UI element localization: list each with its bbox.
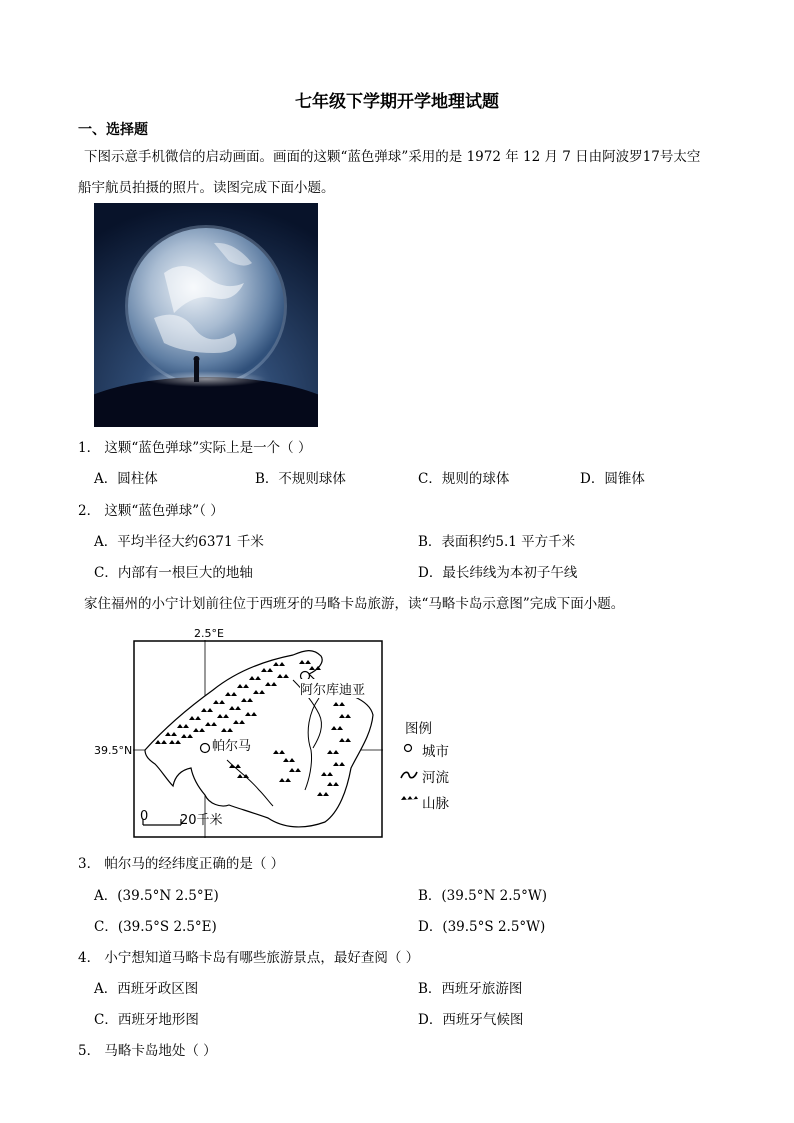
q2-option-a[interactable]: A．平均半径大约6371 千米 bbox=[94, 534, 264, 550]
section-heading: 一、选择题 bbox=[78, 122, 148, 138]
q3-option-d[interactable]: D．(39.5°S 2.5°W) bbox=[418, 919, 546, 935]
q2-option-c[interactable]: C．内部有一根巨大的地轴 bbox=[94, 565, 253, 581]
q3-option-c[interactable]: C．(39.5°S 2.5°E) bbox=[94, 919, 217, 935]
map-drawing bbox=[133, 640, 383, 838]
passage1-line2: 船宇航员拍摄的照片。读图完成下面小题。 bbox=[78, 180, 335, 196]
passage1-line1: 下图示意手机微信的启动画面。画面的这颗“蓝色弹球”采用的是 1972 年 12 月 7 日由阿波罗17号太空 bbox=[84, 149, 701, 165]
q2-option-d[interactable]: D．最长纬线为本初子午线 bbox=[418, 565, 578, 581]
q2-stem: 2． 这颗“蓝色弹球”（ ） bbox=[78, 503, 224, 519]
q1-option-c[interactable]: C．规则的球体 bbox=[418, 471, 510, 487]
legend-city-icon bbox=[405, 745, 412, 752]
legend-river-icon bbox=[401, 772, 417, 778]
q4-option-a[interactable]: A．西班牙政区图 bbox=[94, 981, 199, 997]
q3-stem: 3． 帕尔马的经纬度正确的是（ ） bbox=[78, 856, 285, 872]
city-marker-west bbox=[201, 744, 210, 753]
q1-option-a[interactable]: A．圆柱体 bbox=[94, 471, 158, 487]
q1-stem: 1． 这颗“蓝色弹球”实际上是一个（ ） bbox=[78, 440, 312, 456]
map-lon-label: 2.5°E bbox=[194, 627, 224, 640]
q3-option-a[interactable]: A．(39.5°N 2.5°E) bbox=[94, 888, 219, 904]
page-title: 七年级下学期开学地理试题 bbox=[295, 92, 499, 112]
legend-mountain-label: 山脉 bbox=[422, 796, 449, 812]
q1-option-b[interactable]: B．不规则球体 bbox=[255, 471, 346, 487]
passage2: 家住福州的小宁计划前往位于西班牙的马略卡岛旅游，读“马略卡岛示意图”完成下面小题。 bbox=[84, 596, 625, 612]
q3-option-b[interactable]: B．(39.5°N 2.5°W) bbox=[418, 888, 547, 904]
q4-stem: 4． 小宁想知道马略卡岛有哪些旅游景点，最好查阅（ ） bbox=[78, 950, 420, 966]
mallorca-map bbox=[133, 640, 383, 838]
legend-symbols bbox=[400, 741, 418, 807]
q4-option-c[interactable]: C．西班牙地形图 bbox=[94, 1012, 199, 1028]
q4-option-b[interactable]: B．西班牙旅游图 bbox=[418, 981, 523, 997]
q2-option-b[interactable]: B．表面积约5.1 平方千米 bbox=[418, 534, 576, 550]
legend-title: 图例 bbox=[405, 721, 432, 737]
legend-mountain-icon bbox=[401, 796, 418, 800]
map-lat-label: 39.5°N bbox=[94, 744, 133, 757]
map-scale-length: 20千米 bbox=[180, 813, 223, 828]
legend-city-label: 城市 bbox=[422, 744, 449, 760]
legend-river-label: 河流 bbox=[422, 770, 449, 786]
blue-marble-photo bbox=[94, 203, 318, 427]
q4-option-d[interactable]: D．西班牙气候图 bbox=[418, 1012, 524, 1028]
q5-stem: 5． 马略卡岛地处（ ） bbox=[78, 1043, 217, 1059]
q1-option-d[interactable]: D．圆锥体 bbox=[580, 471, 645, 487]
map-scale-zero: 0 bbox=[140, 809, 149, 824]
map-city-north-label: 阿尔库迪亚 bbox=[300, 679, 365, 698]
earth-image bbox=[94, 203, 318, 427]
map-city-west-label: 帕尔马 bbox=[212, 735, 251, 754]
